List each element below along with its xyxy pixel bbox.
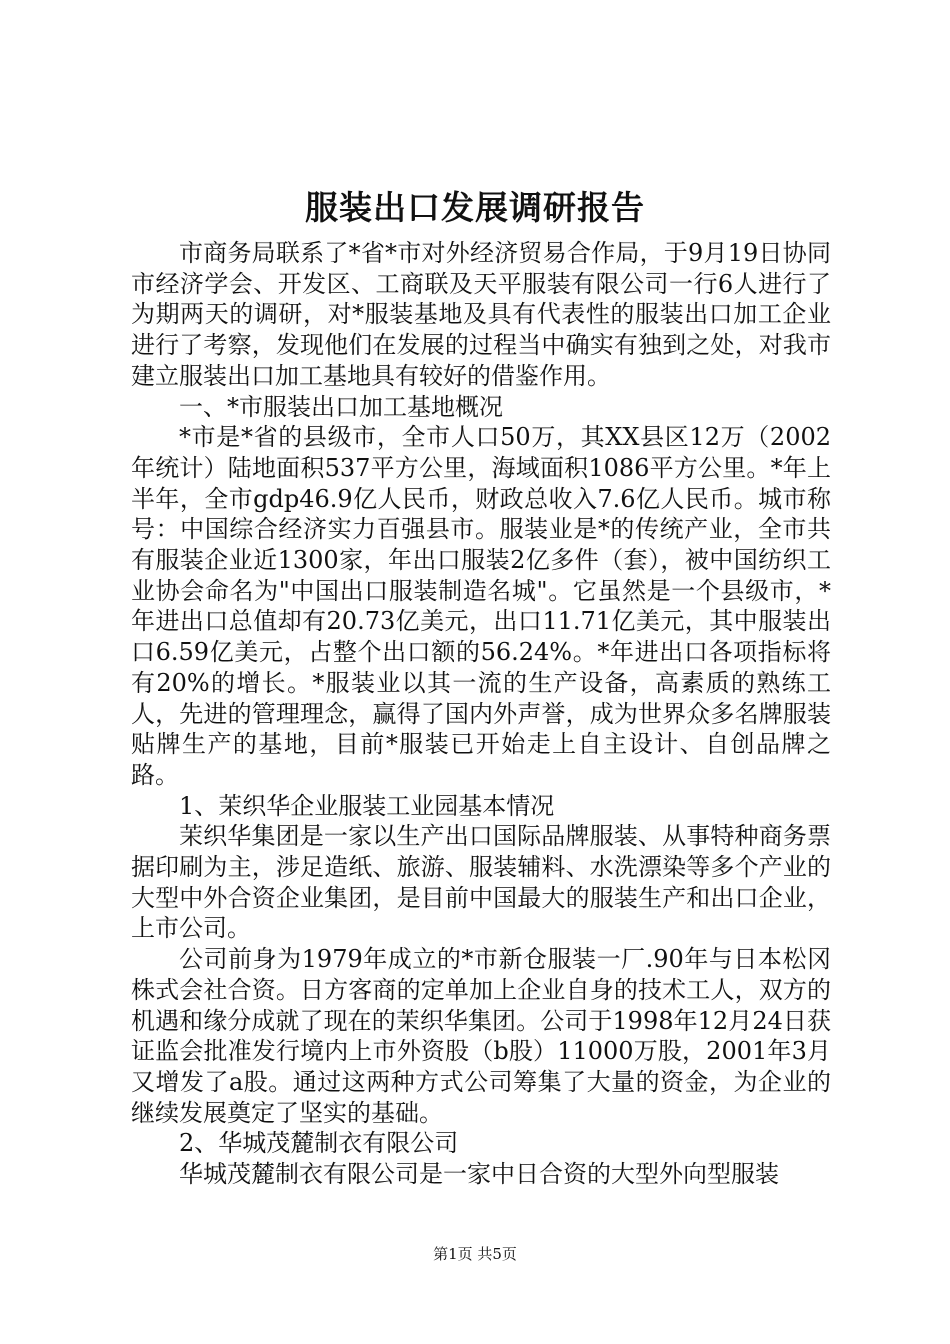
paragraph-group-intro: 茉织华集团是一家以生产出口国际品牌服装、从事特种商务票据印刷为主，涉足造纸、旅游、服装辅料、水洗漂染等多个产业的大型中外合资企业集团，是目前中国最大的服装生产和出口企业，上市公司。 <box>131 822 831 943</box>
paragraph-intro: 市商务局联系了*省*市对外经济贸易合作局，于9月19日协同市经济学会、开发区、工商联及天平服装有限公司一行6人进行了为期两天的调研，对*服装基地及具有代表性的服装出口加工企业进行了考察，发现他们在发展的过程当中确实有独到之处，对我市建立服装出口加工基地具有较好的借鉴作用。 <box>131 239 831 390</box>
page-number-footer: 第1页 共5页 <box>433 1245 517 1263</box>
paragraph-overview: *市是*省的县级市，全市人口50万，其XX县区12万（2002年统计）陆地面积537平方公里，海域面积1086平方公里。*年上半年，全市gdp46.9亿人民币，财政总收入7.6亿人民币。城市称号：中国综合经济实力百强县市。服装业是*的传统产业，全市共有服装企业近1300家，年出口服装2亿多件（套），被中国纺织工业协会命名为"中国出口服装制造名城"。它虽然是一个县级市，*年进出口总值却有20.73亿美元，出口11.71亿美元，其中服装出口6.59亿美元，占整个出口额的56.24%。*年进出口各项指标将有20%的增长。*服装业以其一流的生产设备，高素质的熟练工人，先进的管理理念，赢得了国内外声誉，成为世界众多名牌服装贴牌生产的基地，目前*服装已开始走上自主设计、自创品牌之路。 <box>131 423 831 789</box>
paragraph-company-history: 公司前身为1979年成立的*市新仓服装一厂.90年与日本松冈株式会社合资。日方客商的定单加上企业自身的技术工人，双方的机遇和缘分成就了现在的茉织华集团。公司于1998年12月24日获证监会批准发行境内上市外资股（b股）11000万股，2001年3月又增发了a股。通过这两种方式公司筹集了大量的资金，为企业的继续发展奠定了坚实的基础。 <box>131 945 831 1127</box>
document-body <box>131 238 831 1190</box>
section-heading-1: 一、*市服装出口加工基地概况 <box>179 392 503 421</box>
subsection-heading-1: 1、茉织华企业服装工业园基本情况 <box>179 791 555 820</box>
document-title: 服装出口发展调研报告 <box>305 188 645 227</box>
subsection-heading-2: 2、华城茂麓制衣有限公司 <box>179 1129 459 1158</box>
paragraph-company-2: 华城茂麓制衣有限公司是一家中日合资的大型外向型服装 <box>179 1160 779 1189</box>
